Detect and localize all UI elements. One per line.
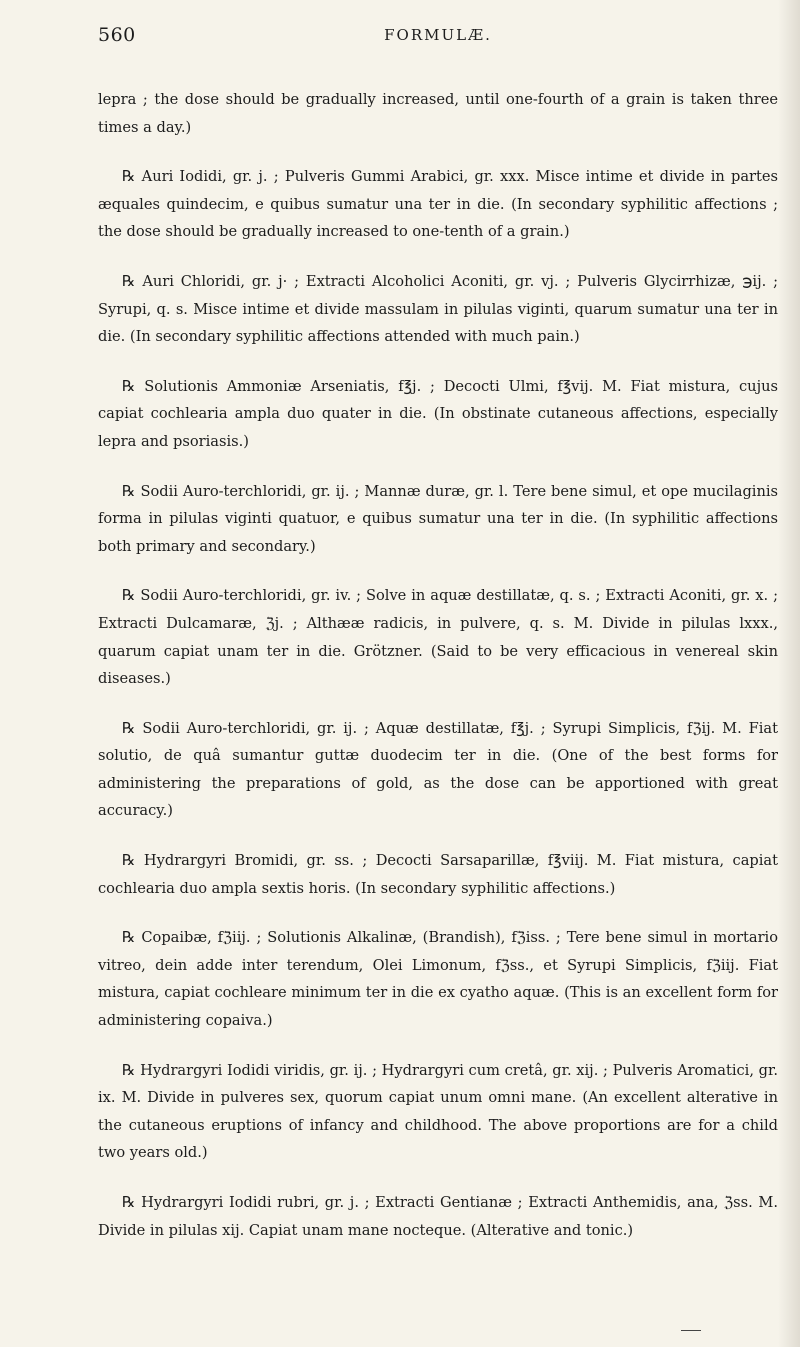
paragraph bbox=[98, 924, 778, 1034]
running-title: FORMULÆ. bbox=[384, 26, 492, 44]
recipe-symbol: ℞ bbox=[122, 1193, 136, 1211]
paragraph bbox=[98, 86, 778, 141]
paragraph bbox=[98, 847, 778, 902]
paragraph bbox=[98, 715, 778, 825]
paragraph-text: Sodii Auro-terchloridi, gr. ij. ; Aquæ destillatæ, f℥j. ; Syrupi Simplicis, fℨij. M. Fiat solutio, de quâ sumantur guttæ duodecim ter in die. (One of the best forms for administering the preparations of gold, as the dose can be apportioned with great accuracy.) bbox=[98, 719, 778, 820]
page-edge-shadow bbox=[778, 0, 800, 1347]
paragraph bbox=[98, 1189, 778, 1244]
paragraph-text: Auri Iodidi, gr. j. ; Pulveris Gummi Arabici, gr. xxx. Misce intime et divide in partes æquales quindecim, e quibus sumatur una ter in die. (In secondary syphilitic affections ; the dose should be gradually increased to one-tenth of a grain.) bbox=[98, 168, 778, 241]
recipe-symbol: ℞ bbox=[122, 271, 136, 290]
footer-rule bbox=[681, 1330, 701, 1331]
paragraph-text: Auri Chloridi, gr. j· ; Extracti Alcoholici Aconiti, gr. vj. ; Pulveris Glycirrhizæ, ℈ij. ; Syrupi, q. s. Misce intime et divide massulam in pilulas viginti, quarum sumatur una ter in die. (In secondary syphilitic affections attended with much pain.) bbox=[98, 272, 779, 346]
recipe-symbol: ℞ bbox=[122, 1060, 136, 1079]
recipe-symbol: ℞ bbox=[122, 376, 136, 395]
paragraph-text: Copaibæ, fℨiij. ; Solutionis Alkalinæ, (Brandish), fℨiss. ; Tere bene simul in mortario vitreo, dein adde inter terendum, Olei Limonum, fℨss., et Syrupi Simplicis, fℨiij. Fiat mistura, capiat cochleare minimum ter in die ex cyatho aquæ. (This is an excellent form for administering copaiva.) bbox=[98, 929, 779, 1030]
paragraph-text: Hydrargyri Bromidi, gr. ss. ; Decocti Sarsaparillæ, f℥viij. M. Fiat mistura, capiat cochlearia duo ampla sextis horis. (In secondary syphilitic affections.) bbox=[98, 852, 778, 897]
paragraph-text: Sodii Auro-terchloridi, gr. iv. ; Solve in aquæ destillatæ, q. s. ; Extracti Aconiti, gr. x. ; Extracti Dulcamaræ, ℨj. ; Althææ radicis, in pulvere, q. s. M. Divide in pilulas lxxx., quarum capiat unam ter in die. Grötzner. (Said to be very efficacious in venereal skin diseases.) bbox=[98, 587, 779, 688]
paragraph-text: Hydrargyri Iodidi viridis, gr. ij. ; Hydrargyri cum cretâ, gr. xij. ; Pulveris Aromatici, gr. ix. M. Divide in pulveres sex, quorum capiat unum omni mane. (An excellent alterative in the cutaneous eruptions of infancy and childhood. The above proportions are for a child two years old.) bbox=[98, 1061, 779, 1162]
recipe-symbol: ℞ bbox=[122, 718, 136, 737]
paragraph-text: Solutionis Ammoniæ Arseniatis, f℥j. ; Decocti Ulmi, f℥vij. M. Fiat mistura, cujus capiat cochlearia ampla duo quater in die. (In obstinate cutaneous affections, especially lepra and psoriasis.) bbox=[98, 377, 778, 450]
paragraph bbox=[98, 1057, 778, 1167]
paragraph bbox=[98, 373, 778, 456]
page-number: 560 bbox=[98, 24, 136, 46]
body-text bbox=[98, 86, 778, 1266]
paragraph bbox=[98, 478, 778, 561]
paragraph bbox=[98, 582, 778, 692]
paragraph-text: Sodii Auro-terchloridi, gr. ij. ; Mannæ duræ, gr. l. Tere bene simul, et ope mucilaginis forma in pilulas viginti quatuor, e quibus sumatur una ter in die. (In syphilitic affections both primary and secondary.) bbox=[98, 482, 779, 555]
paragraph-text: Hydrargyri Iodidi rubri, gr. j. ; Extracti Gentianæ ; Extracti Anthemidis, ana, ℨss. M. Divide in pilulas xij. Capiat unam mane nocteque. (Alterative and tonic.) bbox=[98, 1194, 779, 1239]
paragraph-text: lepra ; the dose should be gradually increased, until one-fourth of a grain is taken three times a day.) bbox=[98, 91, 778, 136]
recipe-symbol: ℞ bbox=[122, 586, 136, 605]
recipe-symbol: ℞ bbox=[122, 167, 136, 186]
recipe-symbol: ℞ bbox=[122, 928, 136, 947]
paragraph bbox=[98, 163, 778, 246]
recipe-symbol: ℞ bbox=[122, 851, 136, 870]
paragraph bbox=[98, 268, 778, 351]
running-head bbox=[98, 24, 778, 48]
recipe-symbol: ℞ bbox=[122, 481, 136, 500]
